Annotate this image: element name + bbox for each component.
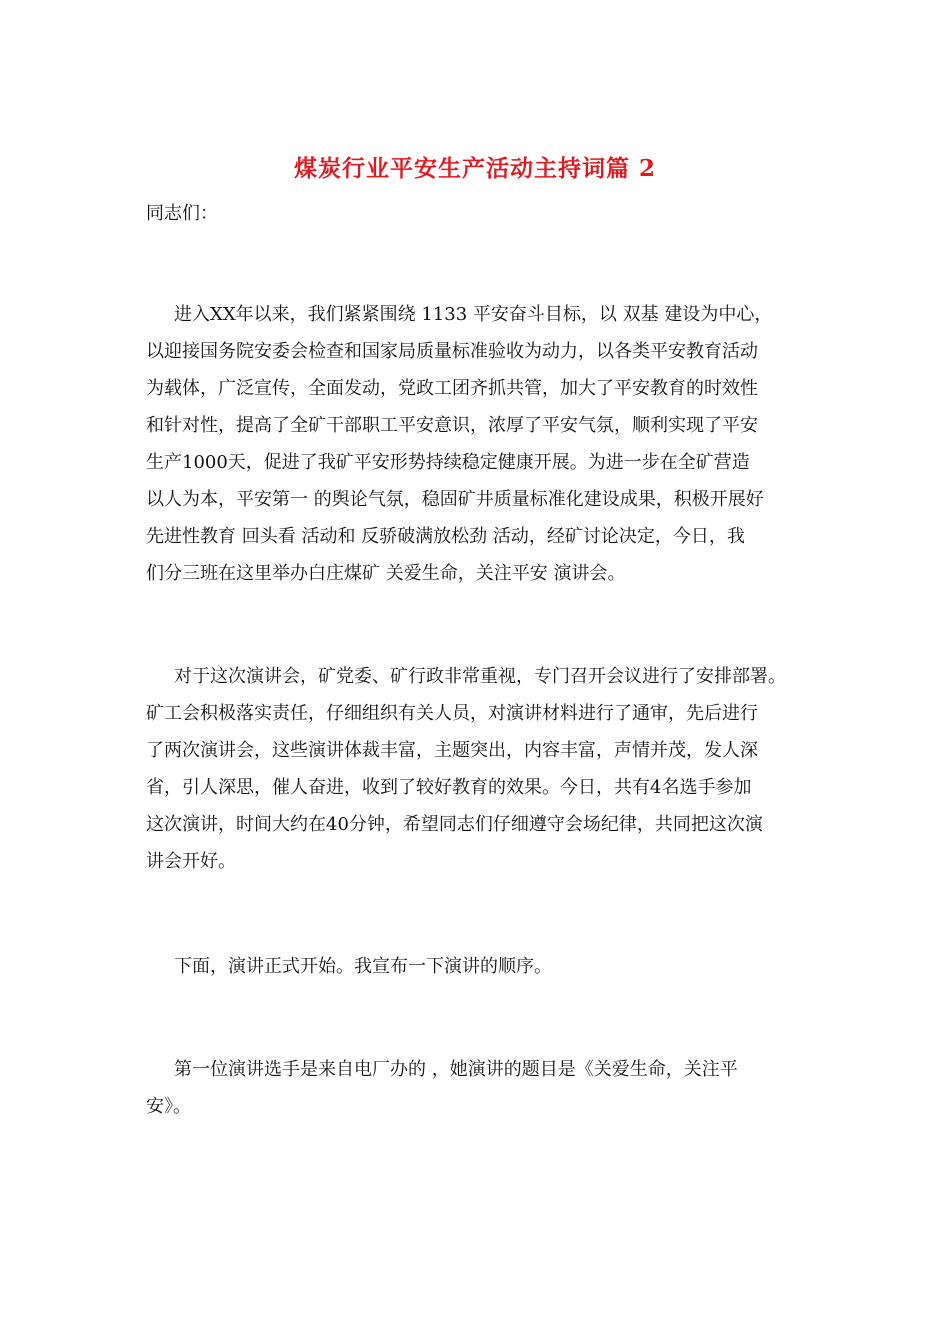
paragraph-2-line-5: 这次演讲，时间大约在40分钟，希望同志们仔细遵守会场纪律，共同把这次演: [146, 814, 763, 835]
greeting: 同志们：: [146, 203, 218, 224]
paragraph-1-line-7: 先进性教育 回头看 活动和 反骄破满放松劲 活动，经矿讨论决定，今日，我: [146, 526, 745, 547]
paragraph-2-line-4: 省，引人深思，催人奋进，收到了较好教育的效果。今日，共有4名选手参加: [146, 777, 752, 798]
paragraph-2-line-3: 了两次演讲会，这些演讲体裁丰富，主题突出，内容丰富，声情并茂，发人深: [146, 740, 758, 761]
document-title: 煤炭行业平安生产活动主持词篇 2: [293, 155, 656, 182]
paragraph-1-line-2: 以迎接国务院安委会检查和国家局质量标准验收为动力，以各类平安教育活动: [146, 341, 758, 362]
paragraph-4-line-2: 安》。: [146, 1096, 191, 1117]
paragraph-2-line-2: 矿工会积极落实责任，仔细组织有关人员，对演讲材料进行了通审，先后进行: [146, 703, 758, 724]
paragraph-1-line-4: 和针对性，提高了全矿干部职工平安意识，浓厚了平安气氛，顺利实现了平安: [146, 415, 758, 436]
paragraph-4-line-1: 第一位演讲选手是来自电厂办的 ，她演讲的题目是《关爱生命，关注平: [174, 1059, 738, 1080]
paragraph-1-line-5: 生产1000天，促进了我矿平安形势持续稳定健康开展。为进一步在全矿营造: [146, 452, 750, 473]
paragraph-3-line-1: 下面，演讲正式开始。我宣布一下演讲的顺序。: [174, 956, 552, 977]
paragraph-1-line-6: 以人为本，平安第一 的舆论气氛，稳固矿井质量标准化建设成果，积极开展好: [146, 489, 764, 510]
paragraph-1-line-1: 进入XX年以来，我们紧紧围绕 1133 平安奋斗目标，以 双基 建设为中心，: [174, 304, 773, 325]
paragraph-2-line-6: 讲会开好。: [146, 851, 236, 872]
paragraph-1-line-8: 们分三班在这里举办白庄煤矿 关爱生命，关注平安 演讲会。: [146, 563, 626, 584]
paragraph-2-line-1: 对于这次演讲会，矿党委、矿行政非常重视，专门召开会议进行了安排部署。: [174, 666, 786, 687]
paragraph-1-line-3: 为载体，广泛宣传，全面发动，党政工团齐抓共管，加大了平安教育的时效性: [146, 378, 758, 399]
